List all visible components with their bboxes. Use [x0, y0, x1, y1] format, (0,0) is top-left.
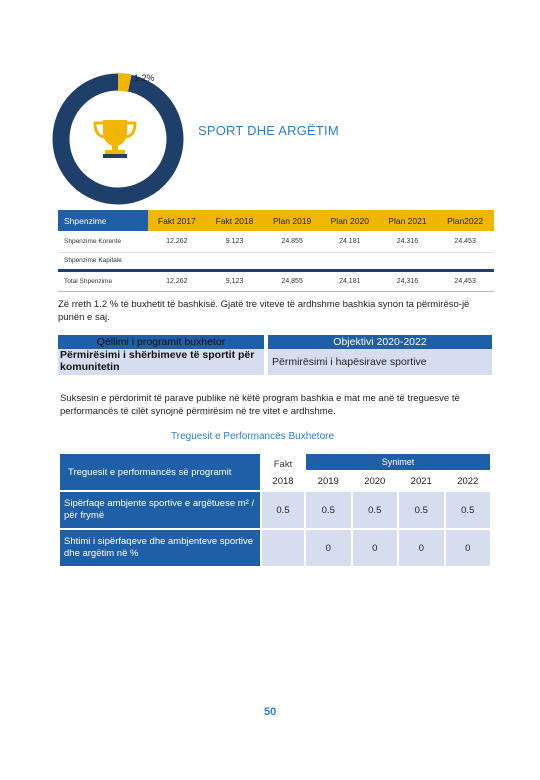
- table-cell: 24,855: [263, 270, 321, 291]
- table-cell: [262, 530, 306, 568]
- objective-header: Objektivi 2020-2022: [266, 335, 492, 349]
- table-cell: 9.123: [206, 231, 264, 252]
- table-cell: 24,453: [436, 270, 494, 291]
- donut-percent-label: 1.2%: [134, 73, 155, 83]
- goal-header: Qëllimi i programit buxhetor: [58, 335, 266, 349]
- year-header: 2019: [306, 472, 353, 492]
- indicator-row: [60, 492, 492, 530]
- year-header: 2018: [262, 472, 306, 492]
- table-cell: 24.316: [379, 231, 437, 252]
- row-label: Shpenzime Korente: [58, 231, 148, 252]
- table-cell: 9,123: [206, 270, 264, 291]
- page-number: 50: [264, 706, 277, 718]
- indicator-label: Sipërfaqe ambjente sportive e argëtuese m² / për frymë: [60, 492, 262, 530]
- indicators-table: [60, 454, 492, 568]
- row-label: Total Shpenzime: [58, 270, 148, 291]
- table-cell: 0.5: [306, 492, 353, 530]
- budget-header: Fakt 2017: [148, 210, 206, 231]
- section-subtitle: Treguesit e Performancës Buxhetore: [171, 431, 335, 442]
- budget-header: Plan 2021: [379, 210, 437, 231]
- table-cell: [148, 252, 206, 270]
- table-cell: 24.453: [436, 231, 494, 252]
- goal-text: Përmirësimi i shërbimeve të sportit për komunitetin: [58, 349, 266, 375]
- fakt-header: Fakt: [262, 454, 306, 472]
- row-label: Shpenzime Kapitale: [58, 252, 148, 270]
- year-header: 2021: [399, 472, 446, 492]
- table-cell: 0: [306, 530, 353, 568]
- indicator-row: [60, 530, 492, 568]
- table-cell: 0: [353, 530, 400, 568]
- table-cell: 12,262: [148, 270, 206, 291]
- objective-text: Përmirësimi i hapësirave sportive: [266, 349, 492, 375]
- table-cell: 0.5: [262, 492, 306, 530]
- budget-table: [58, 210, 494, 292]
- targets-header: Synimet: [306, 454, 492, 472]
- performance-paragraph: Suksesin e përdorimit të parave publike në këtë program bashkia e mat me anë të treguesve të performancës të cilët synojnë përmirësim në tre vitet e ardhshme.: [60, 393, 460, 417]
- budget-share-paragraph: Zë rreth 1.2 % të buxhetit të bashkisë. Gjatë tre viteve të ardhshme bashkia synon ta përmirëso-jë punën e saj.: [58, 299, 470, 323]
- budget-row-total: [58, 270, 494, 291]
- budget-header: Fakt 2018: [206, 210, 264, 231]
- budget-header: Shpenzime: [58, 210, 148, 231]
- table-cell: 0: [399, 530, 446, 568]
- table-cell: 24,316: [379, 270, 437, 291]
- budget-header: Plan 2019: [263, 210, 321, 231]
- indicator-label: Shtimi i sipërfaqeve dhe ambjenteve sportive dhe argëtim në %: [60, 530, 262, 568]
- table-cell: 0.5: [399, 492, 446, 530]
- table-cell: 0: [446, 530, 493, 568]
- trophy-icon: [92, 118, 138, 165]
- table-cell: 0.5: [446, 492, 493, 530]
- budget-header: Plan2022: [436, 210, 494, 231]
- page-title: SPORT DHE ARGËTIM: [198, 123, 339, 138]
- budget-row-current: [58, 231, 494, 252]
- table-cell: [263, 252, 321, 270]
- table-cell: [206, 252, 264, 270]
- table-cell: [379, 252, 437, 270]
- year-header: 2022: [446, 472, 493, 492]
- budget-header: Plan 2020: [321, 210, 379, 231]
- table-cell: 24.855: [263, 231, 321, 252]
- indicators-header: Treguesit e performancës së programit: [60, 454, 262, 492]
- table-cell: [436, 252, 494, 270]
- year-header: 2020: [353, 472, 400, 492]
- table-cell: 24.181: [321, 231, 379, 252]
- budget-row-capital: [58, 252, 494, 270]
- table-cell: 12.262: [148, 231, 206, 252]
- table-cell: 24,181: [321, 270, 379, 291]
- budget-header-row: [58, 210, 494, 231]
- goals-table: [58, 335, 492, 375]
- table-cell: [321, 252, 379, 270]
- table-cell: 0.5: [353, 492, 400, 530]
